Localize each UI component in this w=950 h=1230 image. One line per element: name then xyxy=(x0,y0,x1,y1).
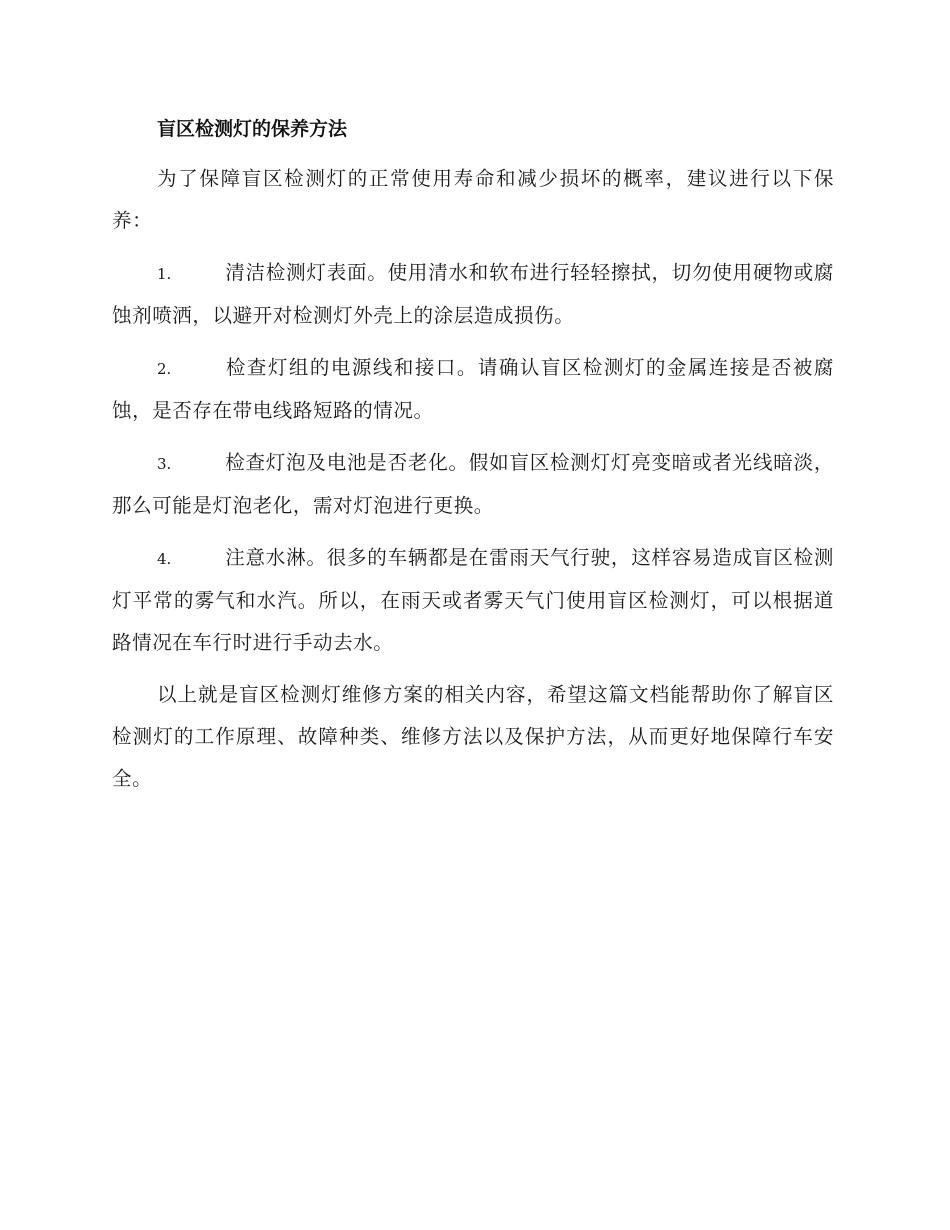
list-item-3 xyxy=(112,442,834,527)
list-number: 2. xyxy=(157,360,172,378)
closing-paragraph: 以上就是盲区检测灯维修方案的相关内容，希望这篇文档能帮助你了解盲区检测灯的工作原理、故障种类、维修方法以及保护方法，从而更好地保障行车安全。 xyxy=(112,683,834,790)
list-number: 3. xyxy=(157,455,172,473)
list-text: 检查灯组的电源线和接口。请确认盲区检测灯的金属连接是否被腐蚀，是否存在带电线路短路的情况。 xyxy=(112,356,834,422)
list-text: 清洁检测灯表面。使用清水和软布进行轻轻擦拭，切勿使用硬物或腐蚀剂喷洒，以避开对检测灯外壳上的涂层造成损伤。 xyxy=(112,261,834,327)
list-item-1 xyxy=(112,252,834,337)
list-number: 1. xyxy=(157,265,172,283)
list-item-2 xyxy=(112,347,834,432)
list-text: 检查灯泡及电池是否老化。假如盲区检测灯灯亮变暗或者光线暗淡，那么可能是灯泡老化，需对灯泡进行更换。 xyxy=(112,451,834,517)
list-item-4 xyxy=(112,537,834,664)
document-body xyxy=(112,108,834,800)
list-text: 注意水淋。很多的车辆都是在雷雨天气行驶，这样容易造成盲区检测灯平常的雾气和水汽。所以，在雨天或者雾天气门使用盲区检测灯，可以根据道路情况在车行时进行手动去水。 xyxy=(112,546,834,654)
section-heading: 盲区检测灯的保养方法 xyxy=(157,118,348,140)
intro-paragraph: 为了保障盲区检测灯的正常使用寿命和减少损坏的概率，建议进行以下保养： xyxy=(112,167,834,232)
list-number: 4. xyxy=(157,550,172,568)
